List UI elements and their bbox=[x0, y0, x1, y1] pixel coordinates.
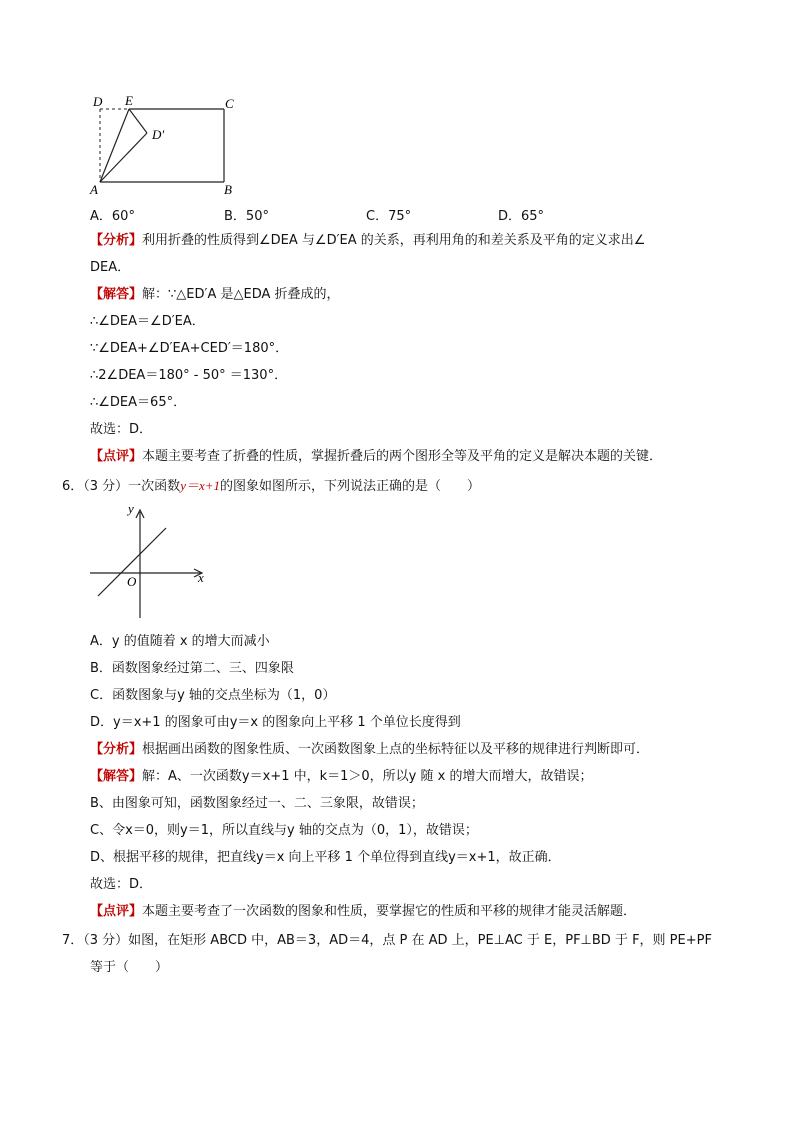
q6-solution-b: B、由图象可知，函数图象经过一、二、三象限，故错误； bbox=[90, 796, 424, 811]
q5-solution-line-4: ∴2∠DEA＝180° - 50° ＝130°． bbox=[90, 368, 288, 383]
x-axis-label: x bbox=[198, 570, 204, 585]
q6-option-a: A．y 的值随着 x 的增大而减小 bbox=[90, 634, 270, 649]
q5-solution-line-3: ∵∠DEA+∠D′EA+CED′＝180°． bbox=[90, 341, 289, 356]
linear-function-graph bbox=[86, 500, 216, 625]
q5-analysis-line-1: 【分析】利用折叠的性质得到∠DEA 与∠D′EA 的关系，再利用角的和差关系及平角的定义求出∠ bbox=[90, 233, 646, 248]
label-e: E bbox=[125, 93, 133, 108]
label-b: B bbox=[224, 182, 232, 197]
q6-function: y＝x+1 bbox=[180, 478, 221, 493]
segment-d-prime-a bbox=[100, 133, 147, 182]
y-axis-label: y bbox=[128, 501, 134, 516]
label-d: D bbox=[93, 94, 103, 109]
label-a: A bbox=[90, 182, 98, 197]
q6-option-d: D．y＝x+1 的图象可由y＝x 的图象向上平移 1 个单位长度得到 bbox=[90, 715, 461, 730]
analysis-tag: 【分析】 bbox=[90, 742, 143, 757]
q5-solution-line-1: 【解答】解：∵△ED′A 是△EDA 折叠成的， bbox=[90, 287, 340, 302]
q6-answer: 故选：D． bbox=[90, 877, 153, 892]
comment-tag: 【点评】 bbox=[90, 904, 143, 919]
solution-tag: 【解答】 bbox=[90, 287, 143, 302]
label-d-prime: D′ bbox=[152, 127, 165, 142]
q5-comment: 【点评】本题主要考查了折叠的性质，掌握折叠后的两个图形全等及平角的定义是解决本题的关键． bbox=[90, 449, 663, 464]
solution-tag: 【解答】 bbox=[90, 769, 143, 784]
q6-stem: 6．（3 分）一次函数y＝x+1的图象如图所示，下列说法正确的是（ ） bbox=[62, 478, 481, 494]
origin-label: O bbox=[127, 574, 137, 589]
q6-solution-d: D、根据平移的规律，把直线y＝x 向上平移 1 个单位得到直线y＝x+1，故正确． bbox=[90, 850, 561, 865]
comment-tag: 【点评】 bbox=[90, 449, 143, 464]
q5-choice-a: A．60° bbox=[90, 209, 135, 224]
q6-solution-a: 【解答】解：A、一次函数y＝x+1 中，k＝1＞0，所以y 随 x 的增大而增大，故错误； bbox=[90, 769, 593, 784]
q5-solution-line-2: ∴∠DEA＝∠D′EA． bbox=[90, 314, 205, 329]
segment-ed-prime bbox=[129, 109, 147, 133]
q6-analysis: 【分析】根据画出函数的图象性质、一次函数图象上点的坐标特征以及平移的规律进行判断即可． bbox=[90, 742, 650, 757]
q5-choice-b: B．50° bbox=[224, 209, 269, 224]
rectangle-fold-figure bbox=[86, 92, 246, 200]
q5-choice-d: D．65° bbox=[498, 209, 545, 224]
label-c: C bbox=[225, 96, 234, 111]
q7-stem-line-2: 等于（ ） bbox=[90, 960, 169, 975]
q5-choice-c: C．75° bbox=[366, 209, 412, 224]
q5-solution-line-5: ∴∠DEA＝65°． bbox=[90, 395, 187, 410]
q6-option-b: B．函数图象经过第二、三、四象限 bbox=[90, 661, 294, 676]
q5-answer: 故选：D． bbox=[90, 422, 153, 437]
q6-option-c: C．函数图象与y 轴的交点坐标为（1，0） bbox=[90, 688, 336, 703]
q5-choices bbox=[90, 205, 690, 223]
q7-stem-line-1: 7．（3 分）如图，在矩形 ABCD 中，AB＝3，AD＝4，点 P 在 AD 上，PE⊥AC 于 E，PF⊥BD 于 F，则 PE+PF bbox=[62, 933, 712, 948]
segment-ae bbox=[100, 109, 129, 182]
analysis-tag: 【分析】 bbox=[90, 233, 143, 248]
q6-solution-c: C、令x＝0，则y＝1，所以直线与y 轴的交点为（0，1），故错误； bbox=[90, 823, 478, 838]
q5-analysis-line-2: DEA． bbox=[90, 260, 131, 275]
q6-comment: 【点评】本题主要考查了一次函数的图象和性质，要掌握它的性质和平移的规律才能灵活解题． bbox=[90, 904, 637, 919]
